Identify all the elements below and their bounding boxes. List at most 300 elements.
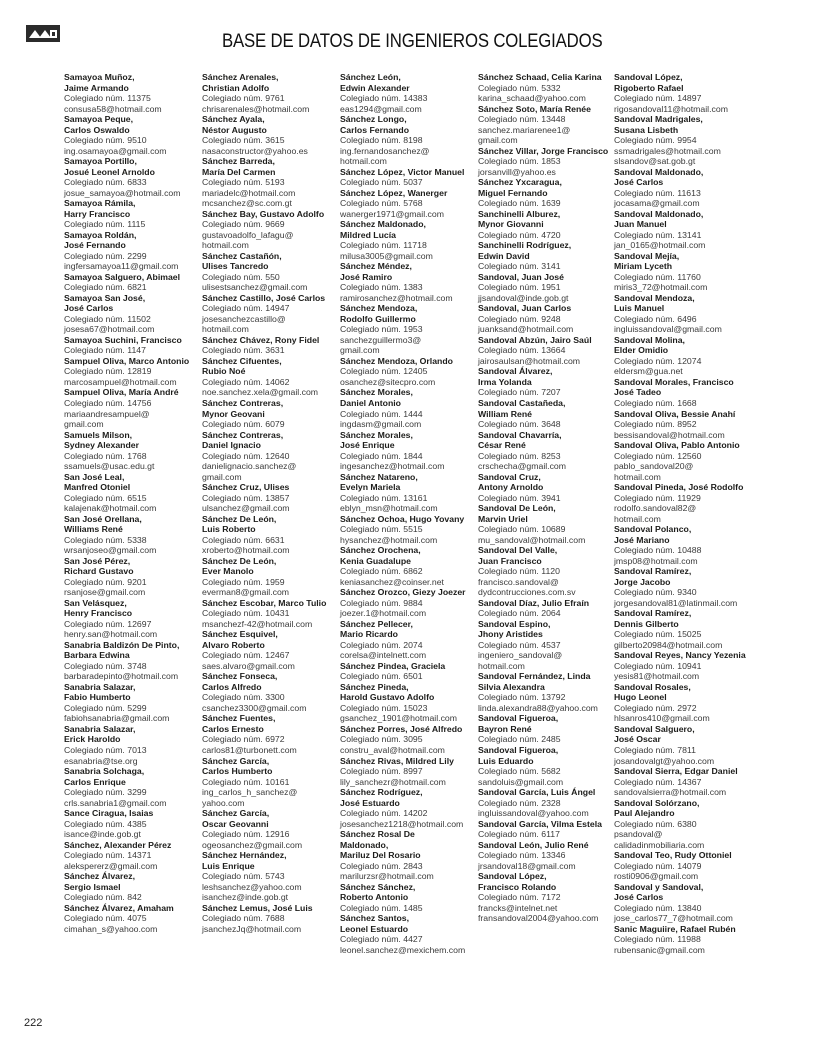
- member-info-line: Colegiado núm. 14383: [340, 93, 428, 104]
- member-info-line: Colegiado núm. 6380: [614, 818, 697, 829]
- member-name-line: Barbara Edwina: [64, 650, 130, 661]
- member-entry: [202, 156, 342, 209]
- member-name-line: Sandoval García, Vilma Estela: [478, 818, 602, 829]
- member-entry: [614, 882, 754, 924]
- member-info-line: Colegiado núm. 10161: [202, 776, 290, 787]
- member-info-line: Colegiado núm. 1639: [478, 198, 561, 209]
- directory-column-3: [340, 72, 480, 955]
- member-info-line: Colegiado núm. 3615: [202, 135, 285, 146]
- member-info-line: isanchez@inde.gob.gt: [202, 892, 289, 903]
- member-name-line: Sánchez Morales,: [340, 387, 413, 398]
- member-name-line: Sánchez Santos,: [340, 913, 410, 924]
- member-info-line: Colegiado núm. 13161: [340, 492, 428, 503]
- member-name-line: Sánchez Contreras,: [202, 429, 284, 440]
- member-entry: [478, 745, 618, 787]
- member-info-line: Colegiado núm. 7013: [64, 745, 147, 755]
- member-name-line: Samayoa San José,: [64, 292, 146, 303]
- member-name-line: Edwin Alexander: [340, 82, 410, 93]
- member-entry: [478, 104, 618, 146]
- member-name-line: Leonel Estuardo: [340, 923, 409, 934]
- member-entry: [478, 840, 618, 872]
- member-entry: [64, 72, 204, 114]
- member-info-line: milusa3005@gmail.com: [340, 250, 433, 261]
- member-name-line: Samayoa Roldán,: [64, 229, 137, 240]
- member-info-line: pablo_sandoval20@: [614, 461, 694, 472]
- member-name-line: Sánchez Schaad, Celia Karina: [478, 72, 602, 82]
- member-name-line: Sánchez Arenales,: [202, 72, 279, 82]
- member-info-line: eldersm@gua.net: [614, 366, 683, 377]
- member-info-line: Colegiado núm. 3299: [64, 787, 147, 798]
- member-info-line: calidadinmobiliaria.com: [614, 839, 705, 850]
- member-name-line: Irma Yolanda: [478, 376, 532, 387]
- member-info-line: ing_carlos_h_sanchez@: [202, 787, 298, 798]
- member-info-line: Colegiado núm. 10941: [614, 660, 702, 671]
- member-name-line: Néstor Augusto: [202, 124, 267, 135]
- member-name-line: Samayoa Portillo,: [64, 156, 137, 167]
- member-info-line: Colegiado núm. 1115: [64, 219, 146, 230]
- member-entry: [202, 114, 342, 156]
- member-info-line: Colegiado núm. 5768: [340, 198, 423, 209]
- member-entry: [202, 808, 342, 850]
- member-info-line: josesa67@hotmail.com: [64, 324, 155, 335]
- member-name-line: Sandoval López,: [478, 871, 547, 882]
- member-name-line: Rodolfo Guillermo: [340, 313, 416, 324]
- member-name-line: Sánchez León,: [340, 72, 401, 82]
- member-name-line: Sance Ciragua, Isaias: [64, 808, 154, 819]
- member-entry: [64, 840, 204, 872]
- member-info-line: juanksand@hotmail.com: [478, 324, 574, 335]
- member-name-line: Daniel Antonio: [340, 397, 401, 408]
- member-entry: [202, 713, 342, 755]
- member-info-line: alekspererz@gmail.com: [64, 860, 158, 871]
- member-info-line: wrsanjoseo@gmail.com: [64, 545, 157, 556]
- member-info-line: ing.fernandosanchez@: [340, 145, 430, 156]
- member-entry: [202, 756, 342, 809]
- member-info-line: joezer.1@hotmail.com: [340, 608, 427, 619]
- member-info-line: Colegiado núm. 9954: [614, 135, 697, 146]
- member-info-line: Colegiado núm. 1485: [340, 902, 423, 913]
- member-name-line: Sampuel Oliva, Marco Antonio: [64, 355, 190, 366]
- member-info-line: Colegiado núm. 1147: [64, 345, 146, 356]
- member-info-line: Colegiado núm. 5338: [64, 534, 147, 545]
- member-info-line: Colegiado núm. 12819: [64, 366, 152, 377]
- member-name-line: Rigoberto Rafael: [614, 82, 684, 93]
- member-info-line: marcosampuel@hotmail.com: [64, 376, 177, 387]
- member-info-line: mcsanchez@sc.com.gt: [202, 198, 292, 209]
- member-info-line: Colegiado núm. 15025: [614, 629, 702, 640]
- member-name-line: Sánchez Álvarez, Amaham: [64, 902, 174, 913]
- member-name-line: Sánchez De León,: [202, 555, 277, 566]
- member-info-line: Colegiado núm. 9201: [64, 576, 147, 587]
- member-info-line: dydcontrucciones.com.sv: [478, 587, 576, 598]
- member-info-line: Colegiado núm. 3141: [478, 261, 561, 272]
- member-info-line: csanchez3300@gmail.com: [202, 702, 307, 713]
- member-name-line: Sánchez García,: [202, 808, 270, 819]
- member-name-line: Sanabria Baldizón De Pinto,: [64, 639, 180, 650]
- member-name-line: Carlos Enrique: [64, 776, 126, 787]
- member-info-line: Colegiado núm. 14079: [614, 860, 702, 871]
- member-name-line: Carlos Fernando: [340, 124, 410, 135]
- member-info-line: Colegiado núm. 7172: [478, 892, 561, 903]
- member-entry: [478, 819, 618, 840]
- member-entry: [340, 682, 480, 724]
- member-name-line: José Oscar: [614, 734, 661, 745]
- member-info-line: eblyn_msn@hotmail.com: [340, 503, 438, 514]
- member-info-line: Colegiado núm. 2064: [478, 608, 561, 619]
- member-name-line: Rubio Noé: [202, 366, 246, 377]
- member-entry: [64, 598, 204, 640]
- member-entry: [614, 608, 754, 650]
- member-entry: [340, 724, 480, 756]
- member-name-line: Sandoval Mendoza,: [614, 292, 695, 303]
- member-entry: [614, 524, 754, 566]
- member-name-line: Edwin David: [478, 250, 530, 261]
- member-name-line: Sandoval Pineda, José Rodolfo: [614, 482, 744, 493]
- member-name-line: Sandoval Espino,: [478, 618, 551, 629]
- directory-column-5: [614, 72, 754, 955]
- publication-logo-icon: [26, 25, 60, 42]
- page-title: BASE DE DATOS DE INGENIEROS COLEGIADOS: [222, 30, 603, 52]
- member-info-line: linda.alexandra88@yahoo.com: [478, 702, 598, 713]
- member-name-line: Ulises Tancredo: [202, 261, 269, 272]
- member-name-line: Sánchez Morales,: [340, 429, 413, 440]
- member-name-line: Sánchez Fuentes,: [202, 713, 276, 724]
- member-name-line: Sánchez López, Victor Manuel: [340, 166, 465, 177]
- member-name-line: Sandoval Reyes, Nancy Yezenia: [614, 650, 746, 661]
- member-info-line: Colegiado núm. 11718: [340, 240, 427, 251]
- member-info-line: Colegiado núm. 12467: [202, 650, 290, 661]
- member-name-line: Antony Arnoldo: [478, 482, 544, 493]
- member-info-line: Colegiado núm. 8952: [614, 419, 697, 430]
- member-info-line: keniasanchez@coinser.net: [340, 576, 444, 587]
- member-info-line: Colegiado núm. 3648: [478, 419, 561, 430]
- directory-column-2: [202, 72, 342, 934]
- member-name-line: Sánchez Orozco, Giezy Joezer: [340, 587, 466, 598]
- member-info-line: Colegiado núm. 14371: [64, 850, 152, 861]
- member-name-line: Carlos Ernesto: [202, 723, 264, 734]
- member-info-line: Colegiado núm. 15023: [340, 702, 428, 713]
- member-info-line: crls.sanabria1@gmail.com: [64, 797, 167, 808]
- member-info-line: gsanchez_1901@hotmail.com: [340, 713, 457, 724]
- member-name-line: Paul Alejandro: [614, 808, 675, 819]
- member-info-line: Colegiado núm. 14756: [64, 397, 152, 408]
- member-info-line: Colegiado núm. 6972: [202, 734, 285, 745]
- member-name-line: Sánchez Cifuentes,: [202, 355, 282, 366]
- member-name-line: Luis Enrique: [202, 860, 255, 871]
- member-info-line: Colegiado núm. 13664: [478, 345, 566, 356]
- member-name-line: Sánchez Méndez,: [340, 261, 412, 272]
- member-name-line: Sánchez Lemus, José Luis: [202, 902, 313, 913]
- member-name-line: Harry Francisco: [64, 208, 131, 219]
- member-info-line: gustavoadolfo_lafagu@: [202, 229, 294, 240]
- member-name-line: Sandoval Fernández, Linda: [478, 671, 591, 682]
- member-entry: [202, 850, 342, 903]
- member-entry: [340, 587, 480, 619]
- member-info-line: yesis81@hotmail.com: [614, 671, 700, 682]
- member-info-line: Colegiado núm. 12697: [64, 618, 152, 629]
- member-info-line: yahoo.com: [202, 797, 245, 808]
- member-name-line: José Tadeo: [614, 387, 662, 398]
- member-entry: [478, 871, 618, 924]
- member-info-line: consusa58@hotmail.com: [64, 103, 162, 114]
- member-name-line: Sandoval Molina,: [614, 334, 685, 345]
- member-name-line: Miguel Fernando: [478, 187, 548, 198]
- member-info-line: ingdasm@gmail.com: [340, 419, 422, 430]
- directory-column-1: [64, 72, 204, 934]
- member-name-line: Luis Roberto: [202, 524, 256, 535]
- member-name-line: José Carlos: [614, 177, 664, 188]
- member-name-line: Daniel Ignacio: [202, 440, 261, 451]
- member-name-line: Sandoval Sierra, Edgar Daniel: [614, 766, 738, 777]
- member-info-line: jairosaulsan@hotmail.com: [478, 355, 581, 366]
- member-info-line: jsanchezJq@hotmail.com: [202, 923, 302, 934]
- member-info-line: Colegiado núm. 7688: [202, 913, 285, 924]
- member-info-line: Colegiado núm. 14062: [202, 376, 290, 387]
- member-info-line: Colegiado núm. 2074: [340, 639, 423, 650]
- member-info-line: Colegiado núm. 3300: [202, 692, 285, 703]
- member-name-line: Henry Francisco: [64, 608, 133, 619]
- member-info-line: lily_sanchezr@hotmail.com: [340, 776, 446, 787]
- member-info-line: Colegiado núm. 13792: [478, 692, 566, 703]
- member-name-line: Francisco Rolando: [478, 881, 557, 892]
- member-info-line: Colegiado núm. 11502: [64, 313, 151, 324]
- member-entry: [340, 913, 480, 955]
- member-name-line: Sánchez Pellecer,: [340, 618, 413, 629]
- member-info-line: Colegiado núm. 2485: [478, 734, 561, 745]
- member-info-line: Colegiado núm. 1383: [340, 282, 423, 293]
- member-name-line: Sandoval Díaz, Julio Efraín: [478, 597, 590, 608]
- member-info-line: Colegiado núm. 1844: [340, 450, 423, 461]
- member-name-line: Williams René: [64, 524, 123, 535]
- member-entry: [340, 72, 480, 114]
- member-info-line: Colegiado núm. 12405: [340, 366, 428, 377]
- member-name-line: Juan Manuel: [614, 219, 667, 230]
- member-name-line: Luis Manuel: [614, 303, 665, 314]
- member-info-line: jocasama@gmail.com: [614, 198, 700, 209]
- member-info-line: wanerger1971@gmail.com: [340, 208, 444, 219]
- member-name-line: Sandoval Figueroa,: [478, 745, 559, 755]
- member-entry: [64, 198, 204, 230]
- member-name-line: Sandoval, Juan José: [478, 271, 564, 282]
- member-entry: [64, 272, 204, 293]
- member-name-line: Sanabria Solchaga,: [64, 766, 145, 777]
- member-info-line: Colegiado núm. 10689: [478, 524, 566, 535]
- member-entry: [202, 671, 342, 713]
- member-name-line: Oscar Geovanni: [202, 818, 269, 829]
- member-info-line: henry.san@hotmail.com: [64, 629, 158, 640]
- member-entry: [64, 472, 204, 514]
- member-name-line: Sanchinelli Rodríguez,: [478, 240, 572, 251]
- member-entry: [340, 829, 480, 882]
- member-entry: [64, 766, 204, 808]
- member-name-line: Miriam Lyceth: [614, 261, 673, 272]
- member-entry: [202, 598, 342, 630]
- member-name-line: Sánchez Yxcaragua,: [478, 177, 562, 188]
- member-entry: [340, 114, 480, 167]
- member-info-line: Colegiado núm. 11760: [614, 271, 701, 282]
- member-info-line: Colegiado núm. 6117: [478, 829, 560, 840]
- member-info-line: gmail.com: [202, 471, 242, 482]
- member-name-line: Sánchez Porres, José Alfredo: [340, 723, 463, 734]
- member-info-line: msanchezf-42@hotmail.com: [202, 618, 313, 629]
- member-name-line: Sandoval Morales, Francisco: [614, 376, 734, 387]
- member-name-line: Sandoval Del Valle,: [478, 545, 558, 556]
- member-info-line: hysanchez@hotmail.com: [340, 534, 438, 545]
- member-info-line: corelsa@intelnett.com: [340, 650, 427, 661]
- member-name-line: Sánchez López, Wanerger: [340, 187, 448, 198]
- member-name-line: José Carlos: [614, 892, 664, 903]
- member-info-line: Colegiado núm. 5515: [340, 524, 423, 535]
- member-name-line: San José Pérez,: [64, 555, 131, 566]
- member-entry: [340, 219, 480, 261]
- member-name-line: Sánchez, Alexander Pérez: [64, 839, 172, 850]
- member-name-line: Juan Francisco: [478, 555, 542, 566]
- member-entry: [64, 230, 204, 272]
- member-info-line: sanchezguillermo3@: [340, 334, 422, 345]
- member-info-line: Colegiado núm. 3631: [202, 345, 285, 356]
- member-info-line: jorsanvill@yahoo.es: [478, 166, 556, 177]
- member-info-line: Colegiado núm. 5682: [478, 766, 561, 777]
- member-name-line: Sandoval y Sandoval,: [614, 881, 704, 892]
- member-name-line: María Del Carmen: [202, 166, 276, 177]
- member-info-line: ingfersamayoa11@gmail.com: [64, 261, 179, 272]
- member-name-line: Sánchez Villar, Jorge Francisco: [478, 145, 609, 156]
- member-info-line: kalajenak@hotmail.com: [64, 503, 157, 514]
- member-info-line: eas1294@gmail.com: [340, 103, 422, 114]
- member-info-line: Colegiado núm. 14897: [614, 93, 702, 104]
- member-info-line: ssamuels@usac.edu.gt: [64, 461, 155, 472]
- member-name-line: Erick Haroldo: [64, 734, 121, 745]
- member-info-line: Colegiado núm. 4537: [478, 639, 561, 650]
- member-info-line: Colegiado núm. 5299: [64, 702, 147, 713]
- member-name-line: Sampuel Oliva, María André: [64, 387, 179, 398]
- member-name-line: Samayoa Salguero, Abimael: [64, 271, 181, 282]
- member-info-line: gmail.com: [340, 345, 380, 356]
- member-entry: [478, 209, 618, 241]
- member-name-line: Mario Ricardo: [340, 629, 398, 640]
- member-info-line: crschecha@gmail.com: [478, 461, 566, 472]
- member-entry: [340, 882, 480, 914]
- member-name-line: Sandoval López,: [614, 72, 683, 82]
- member-info-line: saes.alvaro@gmail.com: [202, 660, 295, 671]
- member-info-line: fransandoval2004@yahoo.com: [478, 913, 599, 924]
- directory-column-4: [478, 72, 618, 924]
- member-info-line: Colegiado núm. 1953: [340, 324, 423, 335]
- member-name-line: Sandoval García, Luis Ángel: [478, 787, 596, 798]
- member-name-line: Sandoval Castañeda,: [478, 397, 566, 408]
- member-info-line: marilurzsr@hotmail.com: [340, 871, 434, 882]
- member-info-line: karina_schaad@yahoo.com: [478, 93, 586, 104]
- member-name-line: Sandoval Figueroa,: [478, 713, 559, 724]
- member-name-line: Sanabria Salazar,: [64, 723, 136, 734]
- member-info-line: gilberto20984@hotmail.com: [614, 639, 723, 650]
- member-info-line: psandoval@: [614, 829, 663, 840]
- member-info-line: Colegiado núm. 10431: [202, 608, 290, 619]
- member-entry: [340, 756, 480, 788]
- member-info-line: ulisestsanchez@gmail.com: [202, 282, 308, 293]
- member-name-line: Sandoval Álvarez,: [478, 366, 553, 377]
- member-name-line: Sánchez Maldonado,: [340, 219, 426, 230]
- member-entry: [202, 356, 342, 398]
- member-name-line: Christian Adolfo: [202, 82, 270, 93]
- member-name-line: Sánchez Hernández,: [202, 850, 287, 861]
- member-name-line: Sánchez Ochoa, Hugo Yovany: [340, 513, 465, 524]
- member-name-line: Sánchez Fonseca,: [202, 671, 278, 682]
- member-info-line: ingeniero_sandoval@: [478, 650, 563, 661]
- member-info-line: ssmadrigales@hotmail.com: [614, 145, 721, 156]
- member-info-line: jorgesandoval81@latinmail.com: [614, 597, 738, 608]
- member-name-line: Samayoa Suchini, Francisco: [64, 334, 182, 345]
- member-info-line: Colegiado núm. 3095: [340, 734, 423, 745]
- member-info-line: rubensanic@gmail.com: [614, 944, 705, 955]
- member-info-line: hlsanros410@gmail.com: [614, 713, 710, 724]
- member-entry: [340, 303, 480, 356]
- member-name-line: Silvia Alexandra: [478, 681, 545, 692]
- member-info-line: josue_samayoa@hotmail.com: [64, 187, 181, 198]
- member-info-line: Colegiado núm. 14367: [614, 776, 702, 787]
- member-name-line: William René: [478, 408, 532, 419]
- member-info-line: Colegiado núm. 6631: [202, 534, 285, 545]
- member-entry: [340, 661, 480, 682]
- member-info-line: Colegiado núm. 11929: [614, 492, 701, 503]
- member-info-line: sandovalsierra@hotmail.com: [614, 787, 727, 798]
- member-info-line: josandovalgt@yahoo.com: [614, 755, 715, 766]
- member-info-line: Colegiado núm. 6821: [64, 282, 147, 293]
- member-entry: [614, 682, 754, 724]
- member-info-line: Colegiado núm. 12640: [202, 450, 290, 461]
- member-info-line: francisco.sandoval@: [478, 576, 559, 587]
- member-entry: [202, 629, 342, 671]
- member-entry: [340, 472, 480, 514]
- member-info-line: Colegiado núm. 1959: [202, 576, 285, 587]
- member-entry: [202, 482, 342, 514]
- member-info-line: Colegiado núm. 1951: [478, 282, 561, 293]
- member-entry: [478, 146, 618, 178]
- member-name-line: Sandoval Maldonado,: [614, 166, 704, 177]
- member-info-line: Colegiado núm. 1768: [64, 450, 147, 461]
- member-info-line: Colegiado núm. 3941: [478, 492, 561, 503]
- member-info-line: ingluissandoval@yahoo.com: [478, 808, 589, 819]
- member-name-line: Sandoval Ramírez,: [614, 566, 692, 577]
- member-entry: [202, 335, 342, 356]
- member-name-line: Sánchez Esquivel,: [202, 629, 278, 640]
- member-name-line: Sandoval Salguero,: [614, 723, 695, 734]
- member-name-line: Sánchez Mendoza,: [340, 303, 418, 314]
- member-entry: [64, 514, 204, 556]
- member-entry: [64, 640, 204, 682]
- member-info-line: Colegiado núm. 10488: [614, 545, 702, 556]
- member-entry: [478, 671, 618, 713]
- member-info-line: Colegiado núm. 4385: [64, 818, 147, 829]
- member-name-line: Carlos Humberto: [202, 766, 273, 777]
- member-info-line: Colegiado núm. 8997: [340, 766, 423, 777]
- member-entry: [478, 72, 618, 104]
- member-entry: [64, 114, 204, 156]
- member-info-line: fabiohsanabria@gmail.com: [64, 713, 170, 724]
- member-entry: [64, 724, 204, 766]
- member-name-line: Sánchez Soto, María Renée: [478, 103, 591, 114]
- member-entry: [340, 787, 480, 829]
- member-info-line: ogeosanchez@gmail.com: [202, 839, 303, 850]
- member-name-line: Alvaro Roberto: [202, 639, 265, 650]
- member-info-line: gmail.com: [478, 135, 518, 146]
- member-name-line: Sánchez Castillo, José Carlos: [202, 292, 326, 303]
- member-entry: [64, 556, 204, 598]
- member-info-line: Colegiado núm. 2843: [340, 860, 423, 871]
- member-info-line: chrisarenales@hotmail.com: [202, 103, 310, 114]
- member-entry: [340, 619, 480, 661]
- member-entry: [478, 472, 618, 504]
